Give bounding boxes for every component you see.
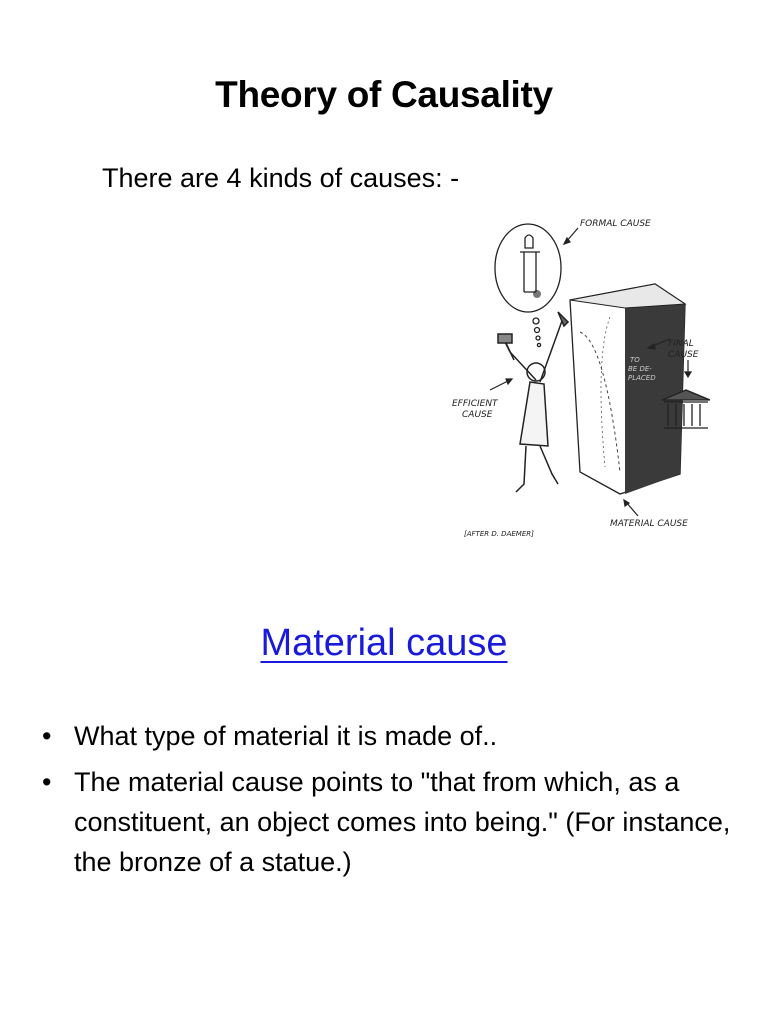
formal-cause-label: FORMAL CAUSE xyxy=(580,219,651,229)
material-cause-label: MATERIAL CAUSE xyxy=(610,519,688,529)
block-text-2: BE DE- xyxy=(628,365,652,373)
causality-illustration xyxy=(440,212,710,552)
illustration-credit: [AFTER D. DAEMER] xyxy=(464,530,534,538)
bullet-marker: • xyxy=(42,767,52,797)
slide-subtitle: There are 4 kinds of causes: - xyxy=(102,163,460,193)
block-text-3: PLACED xyxy=(628,374,656,382)
sculptor-figure xyxy=(498,312,568,492)
material-cause-link[interactable]: Material cause xyxy=(260,622,508,664)
bullet-text: What type of material it is made of.. xyxy=(74,721,498,751)
bullet-text: The material cause points to "that from which, as a constituent, an object comes into being." (For instance, the bronze of a statue.) xyxy=(74,767,731,877)
bullet-list xyxy=(40,716,740,888)
efficient-cause-label-1: EFFICIENT xyxy=(452,399,498,409)
efficient-cause-label-2: CAUSE xyxy=(462,410,493,420)
bullet-marker: • xyxy=(42,721,52,751)
final-cause-label-1: FINAL xyxy=(668,339,694,349)
thought-bubble xyxy=(495,224,561,347)
slide-title: Theory of Causality xyxy=(215,74,553,115)
block-text-1: TO xyxy=(630,356,640,364)
final-cause-label-2: CAUSE xyxy=(668,350,699,360)
stone-block xyxy=(570,284,685,494)
bullet-item xyxy=(40,716,740,756)
bullet-item xyxy=(40,762,740,882)
